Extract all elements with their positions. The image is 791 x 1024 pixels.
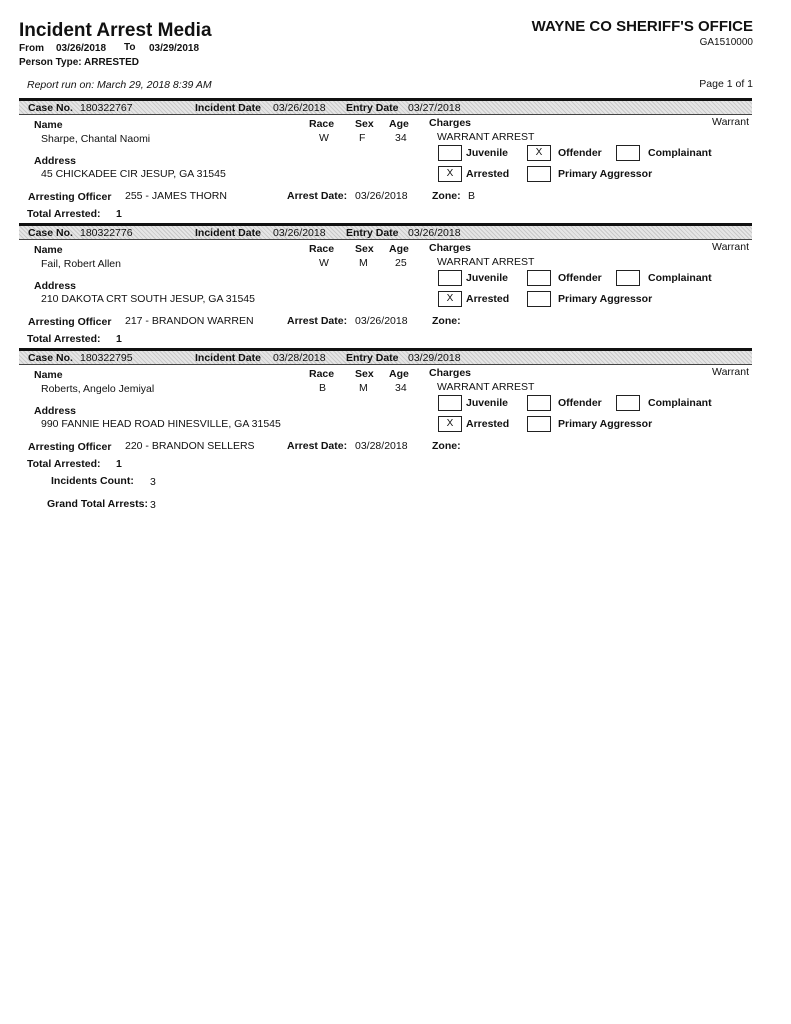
to-label: To bbox=[124, 42, 136, 53]
juvenile-label: Juvenile bbox=[466, 147, 509, 159]
page-number: Page 1 of 1 bbox=[699, 78, 753, 90]
charges-label: Charges bbox=[429, 117, 472, 129]
complainant-checkbox bbox=[616, 395, 640, 411]
case-block bbox=[19, 223, 752, 348]
from-date: 03/26/2018 bbox=[56, 43, 107, 54]
arrest-date-label: Arrest Date: bbox=[287, 440, 348, 452]
entry-date-label: Entry Date bbox=[346, 102, 399, 114]
juvenile-label: Juvenile bbox=[466, 397, 509, 409]
charge: WARRANT ARREST bbox=[437, 381, 535, 393]
complainant-checkbox bbox=[616, 145, 640, 161]
name-label: Name bbox=[34, 244, 63, 256]
primary-aggressor-label: Primary Aggressor bbox=[558, 168, 653, 180]
arrested-checkbox: X bbox=[438, 291, 462, 307]
arresting-officer: 255 - JAMES THORN bbox=[125, 190, 227, 202]
incident-date: 03/28/2018 bbox=[273, 352, 326, 364]
address: 990 FANNIE HEAD ROAD HINESVILLE, GA 31545 bbox=[41, 418, 281, 430]
total-arrested-label: Total Arrested: bbox=[27, 333, 101, 345]
person-sex: M bbox=[359, 382, 368, 394]
arresting-officer: 220 - BRANDON SELLERS bbox=[125, 440, 255, 452]
zone-label: Zone: bbox=[432, 315, 461, 327]
arresting-officer-label: Arresting Officer bbox=[28, 316, 112, 328]
person-race: W bbox=[319, 132, 329, 144]
incident-date-label: Incident Date bbox=[195, 102, 261, 114]
charges-label: Charges bbox=[429, 367, 472, 379]
arrest-date-label: Arrest Date: bbox=[287, 315, 348, 327]
entry-date-label: Entry Date bbox=[346, 227, 399, 239]
arrest-date-label: Arrest Date: bbox=[287, 190, 348, 202]
entry-date-label: Entry Date bbox=[346, 352, 399, 364]
person-name: Sharpe, Chantal Naomi bbox=[41, 133, 151, 145]
case-block bbox=[19, 98, 752, 223]
offender-label: Offender bbox=[558, 397, 602, 409]
arrested-label: Arrested bbox=[466, 168, 510, 180]
person-name: Roberts, Angelo Jemiyal bbox=[41, 383, 155, 395]
report-title: Incident Arrest Media bbox=[19, 20, 212, 41]
arresting-officer-label: Arresting Officer bbox=[28, 191, 112, 203]
case-no-label: Case No. bbox=[28, 102, 73, 114]
case-type: Warrant bbox=[712, 116, 749, 128]
total-arrested-value: 1 bbox=[116, 458, 122, 470]
case-number: 180322776 bbox=[80, 227, 133, 239]
primary-aggressor-label: Primary Aggressor bbox=[558, 418, 653, 430]
zone-label: Zone: bbox=[432, 440, 461, 452]
grand-total: 3 bbox=[150, 499, 156, 511]
total-arrested-value: 1 bbox=[116, 333, 122, 345]
offender-label: Offender bbox=[558, 147, 602, 159]
race-label: Race bbox=[309, 118, 335, 130]
incidents-count-label: Incidents Count: bbox=[51, 475, 134, 487]
incident-date: 03/26/2018 bbox=[273, 227, 326, 239]
offender-checkbox bbox=[527, 270, 551, 286]
person-age: 25 bbox=[395, 257, 407, 269]
juvenile-checkbox bbox=[438, 270, 462, 286]
address-label: Address bbox=[34, 155, 77, 167]
charge: WARRANT ARREST bbox=[437, 131, 535, 143]
juvenile-checkbox bbox=[438, 395, 462, 411]
charges-label: Charges bbox=[429, 242, 472, 254]
person-race: W bbox=[319, 257, 329, 269]
zone-value: B bbox=[468, 190, 476, 202]
address: 45 CHICKADEE CIR JESUP, GA 31545 bbox=[41, 168, 226, 180]
person-race: B bbox=[319, 382, 327, 394]
case-no-label: Case No. bbox=[28, 227, 73, 239]
arresting-officer-label: Arresting Officer bbox=[28, 441, 112, 453]
agency-code: GA1510000 bbox=[699, 37, 753, 48]
case-number: 180322767 bbox=[80, 102, 133, 114]
name-label: Name bbox=[34, 119, 63, 131]
arrested-checkbox: X bbox=[438, 416, 462, 432]
primary-aggressor-checkbox bbox=[527, 166, 551, 182]
entry-date: 03/29/2018 bbox=[408, 352, 461, 364]
arrest-date: 03/28/2018 bbox=[355, 440, 408, 452]
person-name: Fail, Robert Allen bbox=[41, 258, 121, 270]
to-date: 03/29/2018 bbox=[149, 43, 200, 54]
complainant-label: Complainant bbox=[648, 147, 712, 159]
complainant-checkbox bbox=[616, 270, 640, 286]
arresting-officer: 217 - BRANDON WARREN bbox=[125, 315, 254, 327]
age-label: Age bbox=[389, 118, 409, 130]
offender-checkbox bbox=[527, 395, 551, 411]
primary-aggressor-label: Primary Aggressor bbox=[558, 293, 653, 305]
arrested-label: Arrested bbox=[466, 418, 510, 430]
incident-date-label: Incident Date bbox=[195, 352, 261, 364]
grand-total-label: Grand Total Arrests: bbox=[47, 498, 148, 510]
entry-date: 03/27/2018 bbox=[408, 102, 461, 114]
arrested-checkbox: X bbox=[438, 166, 462, 182]
arrested-label: Arrested bbox=[466, 293, 510, 305]
total-arrested-label: Total Arrested: bbox=[27, 458, 101, 470]
juvenile-label: Juvenile bbox=[466, 272, 509, 284]
report-run-on: Report run on: March 29, 2018 8:39 AM bbox=[27, 79, 212, 91]
address-label: Address bbox=[34, 280, 77, 292]
person-sex: M bbox=[359, 257, 368, 269]
case-number: 180322795 bbox=[80, 352, 133, 364]
juvenile-checkbox bbox=[438, 145, 462, 161]
race-label: Race bbox=[309, 368, 335, 380]
arrest-date: 03/26/2018 bbox=[355, 315, 408, 327]
complainant-label: Complainant bbox=[648, 397, 712, 409]
person-age: 34 bbox=[395, 382, 407, 394]
offender-label: Offender bbox=[558, 272, 602, 284]
person-type: Person Type: ARRESTED bbox=[19, 57, 140, 68]
case-block bbox=[19, 348, 752, 473]
person-sex: F bbox=[359, 132, 366, 144]
offender-checkbox: X bbox=[527, 145, 551, 161]
total-arrested-value: 1 bbox=[116, 208, 122, 220]
case-type: Warrant bbox=[712, 366, 749, 378]
sex-label: Sex bbox=[355, 368, 374, 380]
zone-label: Zone: bbox=[432, 190, 461, 202]
race-label: Race bbox=[309, 243, 335, 255]
charge: WARRANT ARREST bbox=[437, 256, 535, 268]
name-label: Name bbox=[34, 369, 63, 381]
person-age: 34 bbox=[395, 132, 407, 144]
arrest-date: 03/26/2018 bbox=[355, 190, 408, 202]
incident-date: 03/26/2018 bbox=[273, 102, 326, 114]
primary-aggressor-checkbox bbox=[527, 291, 551, 307]
primary-aggressor-checkbox bbox=[527, 416, 551, 432]
sex-label: Sex bbox=[355, 243, 374, 255]
age-label: Age bbox=[389, 243, 409, 255]
entry-date: 03/26/2018 bbox=[408, 227, 461, 239]
complainant-label: Complainant bbox=[648, 272, 712, 284]
agency-name: WAYNE CO SHERIFF'S OFFICE bbox=[531, 18, 753, 35]
case-no-label: Case No. bbox=[28, 352, 73, 364]
address: 210 DAKOTA CRT SOUTH JESUP, GA 31545 bbox=[41, 293, 255, 305]
address-label: Address bbox=[34, 405, 77, 417]
incidents-count: 3 bbox=[150, 476, 156, 488]
case-type: Warrant bbox=[712, 241, 749, 253]
incident-date-label: Incident Date bbox=[195, 227, 261, 239]
from-label: From bbox=[19, 43, 44, 54]
total-arrested-label: Total Arrested: bbox=[27, 208, 101, 220]
age-label: Age bbox=[389, 368, 409, 380]
sex-label: Sex bbox=[355, 118, 374, 130]
